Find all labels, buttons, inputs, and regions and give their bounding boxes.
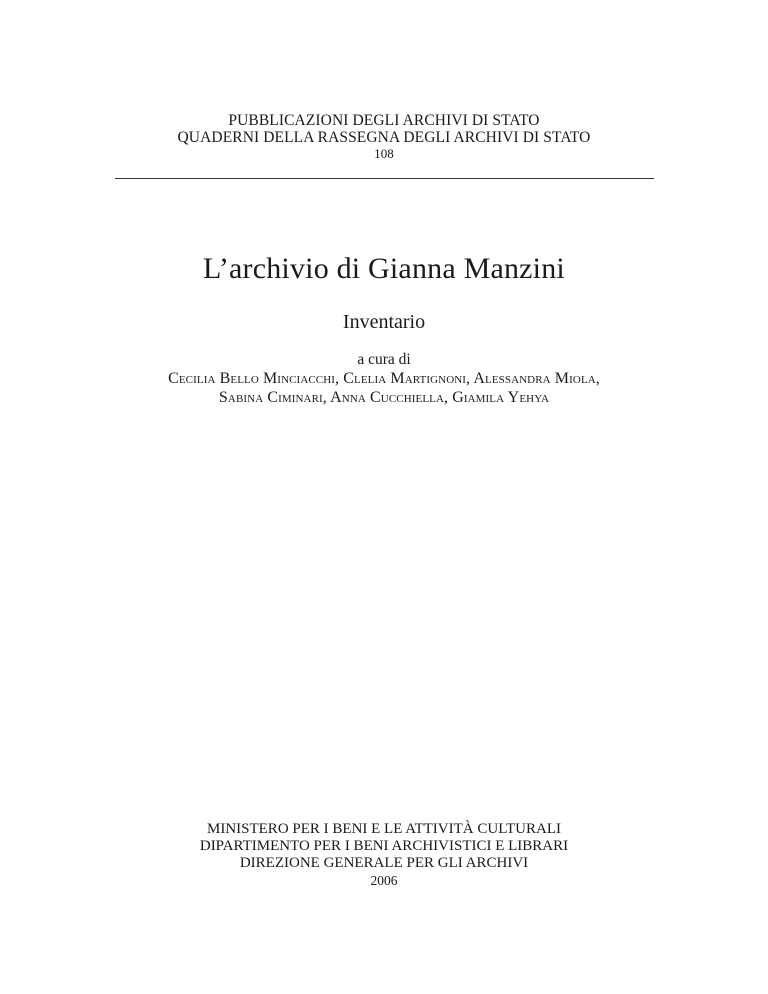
editors-intro: a cura di [357,351,411,368]
book-subtitle: Inventario [342,311,426,333]
publisher-directorate: DIREZIONE GENERALE PER GLI ARCHIVI [239,855,529,871]
series-number: 108 [374,146,394,161]
subseries-name: QUADERNI DELLA RASSEGNA DEGLI ARCHIVI DI STATO [177,129,591,146]
editors-block [0,351,768,407]
header-divider [115,178,654,179]
publisher-department: DIPARTIMENTO PER I BENI ARCHIVISTICI E LIBRARI [199,838,569,854]
publisher-ministry: MINISTERO PER I BENI E LE ATTIVITÀ CULTURALI [206,821,561,837]
editors-line-2: Sabina Ciminari, Anna Cucchiella, Giamila Yehya [218,389,550,406]
editors-line-1: Cecilia Bello Minciacchi, Clelia Martignoni, Alessandra Miola, [168,370,600,387]
series-name: PUBBLICAZIONI DEGLI ARCHIVI DI STATO [228,112,540,129]
series-header [0,112,768,162]
publication-year: 2006 [370,873,398,888]
book-title: L’archivio di Gianna Manzini [203,252,565,285]
publisher-block [0,821,768,889]
